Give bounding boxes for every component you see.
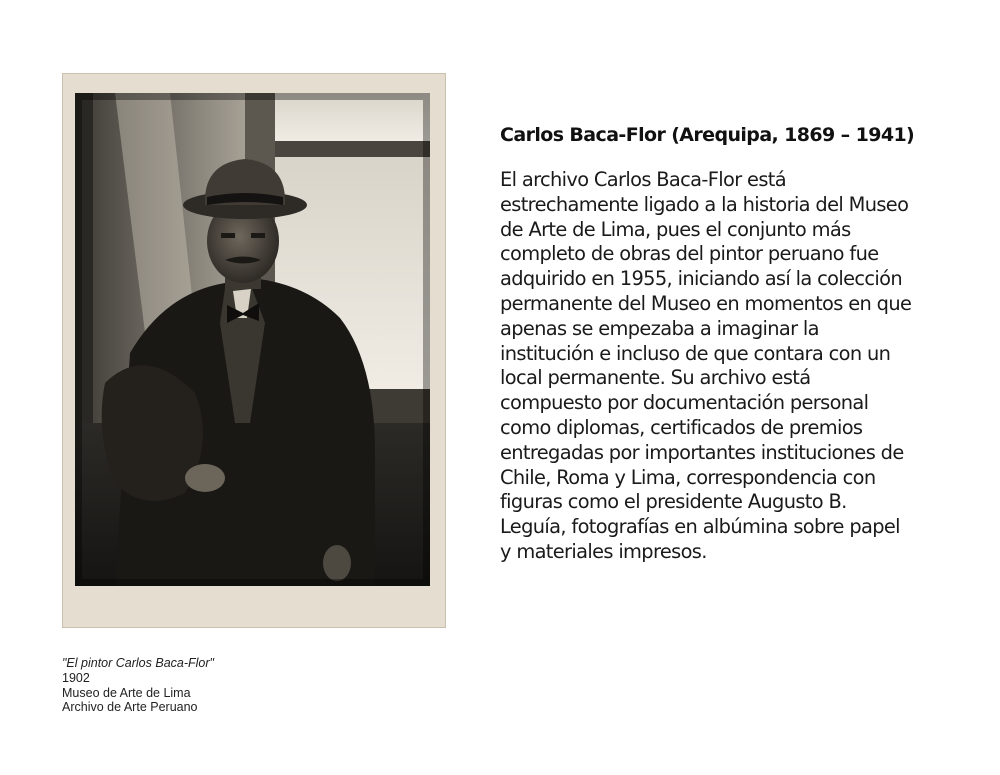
photograph-mount [62, 73, 446, 628]
paragraph-line: entregadas por importantes instituciones de [500, 440, 904, 464]
paragraph-line: figuras como el presidente Augusto B. [500, 490, 847, 514]
paragraph-line: permanente del Museo en momentos en que [500, 291, 912, 315]
paragraph-line: de Arte de Lima, pues el conjunto más [500, 217, 851, 241]
portrait-photograph [75, 93, 430, 586]
description-block [500, 122, 962, 565]
paragraph-line: y materiales impresos. [500, 539, 707, 563]
photo-caption [62, 656, 362, 715]
portrait-photograph-image [75, 93, 430, 586]
caption-archive: Archivo de Arte Peruano [62, 700, 198, 715]
paragraph-line: local permanente. Su archivo está [500, 366, 811, 390]
paragraph-line: institución e incluso de que contara con un [500, 341, 891, 365]
paragraph-line: estrechamente ligado a la historia del Museo [500, 192, 909, 216]
paragraph-line: adquirido en 1955, iniciando así la colección [500, 267, 902, 291]
page-title: Carlos Baca-Flor (Arequipa, 1869 – 1941) [500, 124, 915, 146]
caption-year: 1902 [62, 670, 90, 685]
description-paragraph [500, 168, 962, 565]
photo-window-top [255, 93, 430, 141]
paragraph-line: Leguía, fotografías en albúmina sobre papel [500, 515, 900, 539]
paragraph-line: completo de obras del pintor peruano fue [500, 242, 879, 266]
caption-title: "El pintor Carlos Baca-Flor" [62, 656, 214, 670]
caption-collection: Museo de Arte de Lima [62, 685, 191, 700]
paragraph-line: como diplomas, certificados de premios [500, 415, 863, 439]
paragraph-line: El archivo Carlos Baca-Flor está [500, 168, 786, 191]
paragraph-line: Chile, Roma y Lima, correspondencia con [500, 465, 876, 489]
paragraph-line: compuesto por documentación personal [500, 391, 869, 415]
paragraph-line: apenas se empezaba a imaginar la [500, 316, 819, 340]
